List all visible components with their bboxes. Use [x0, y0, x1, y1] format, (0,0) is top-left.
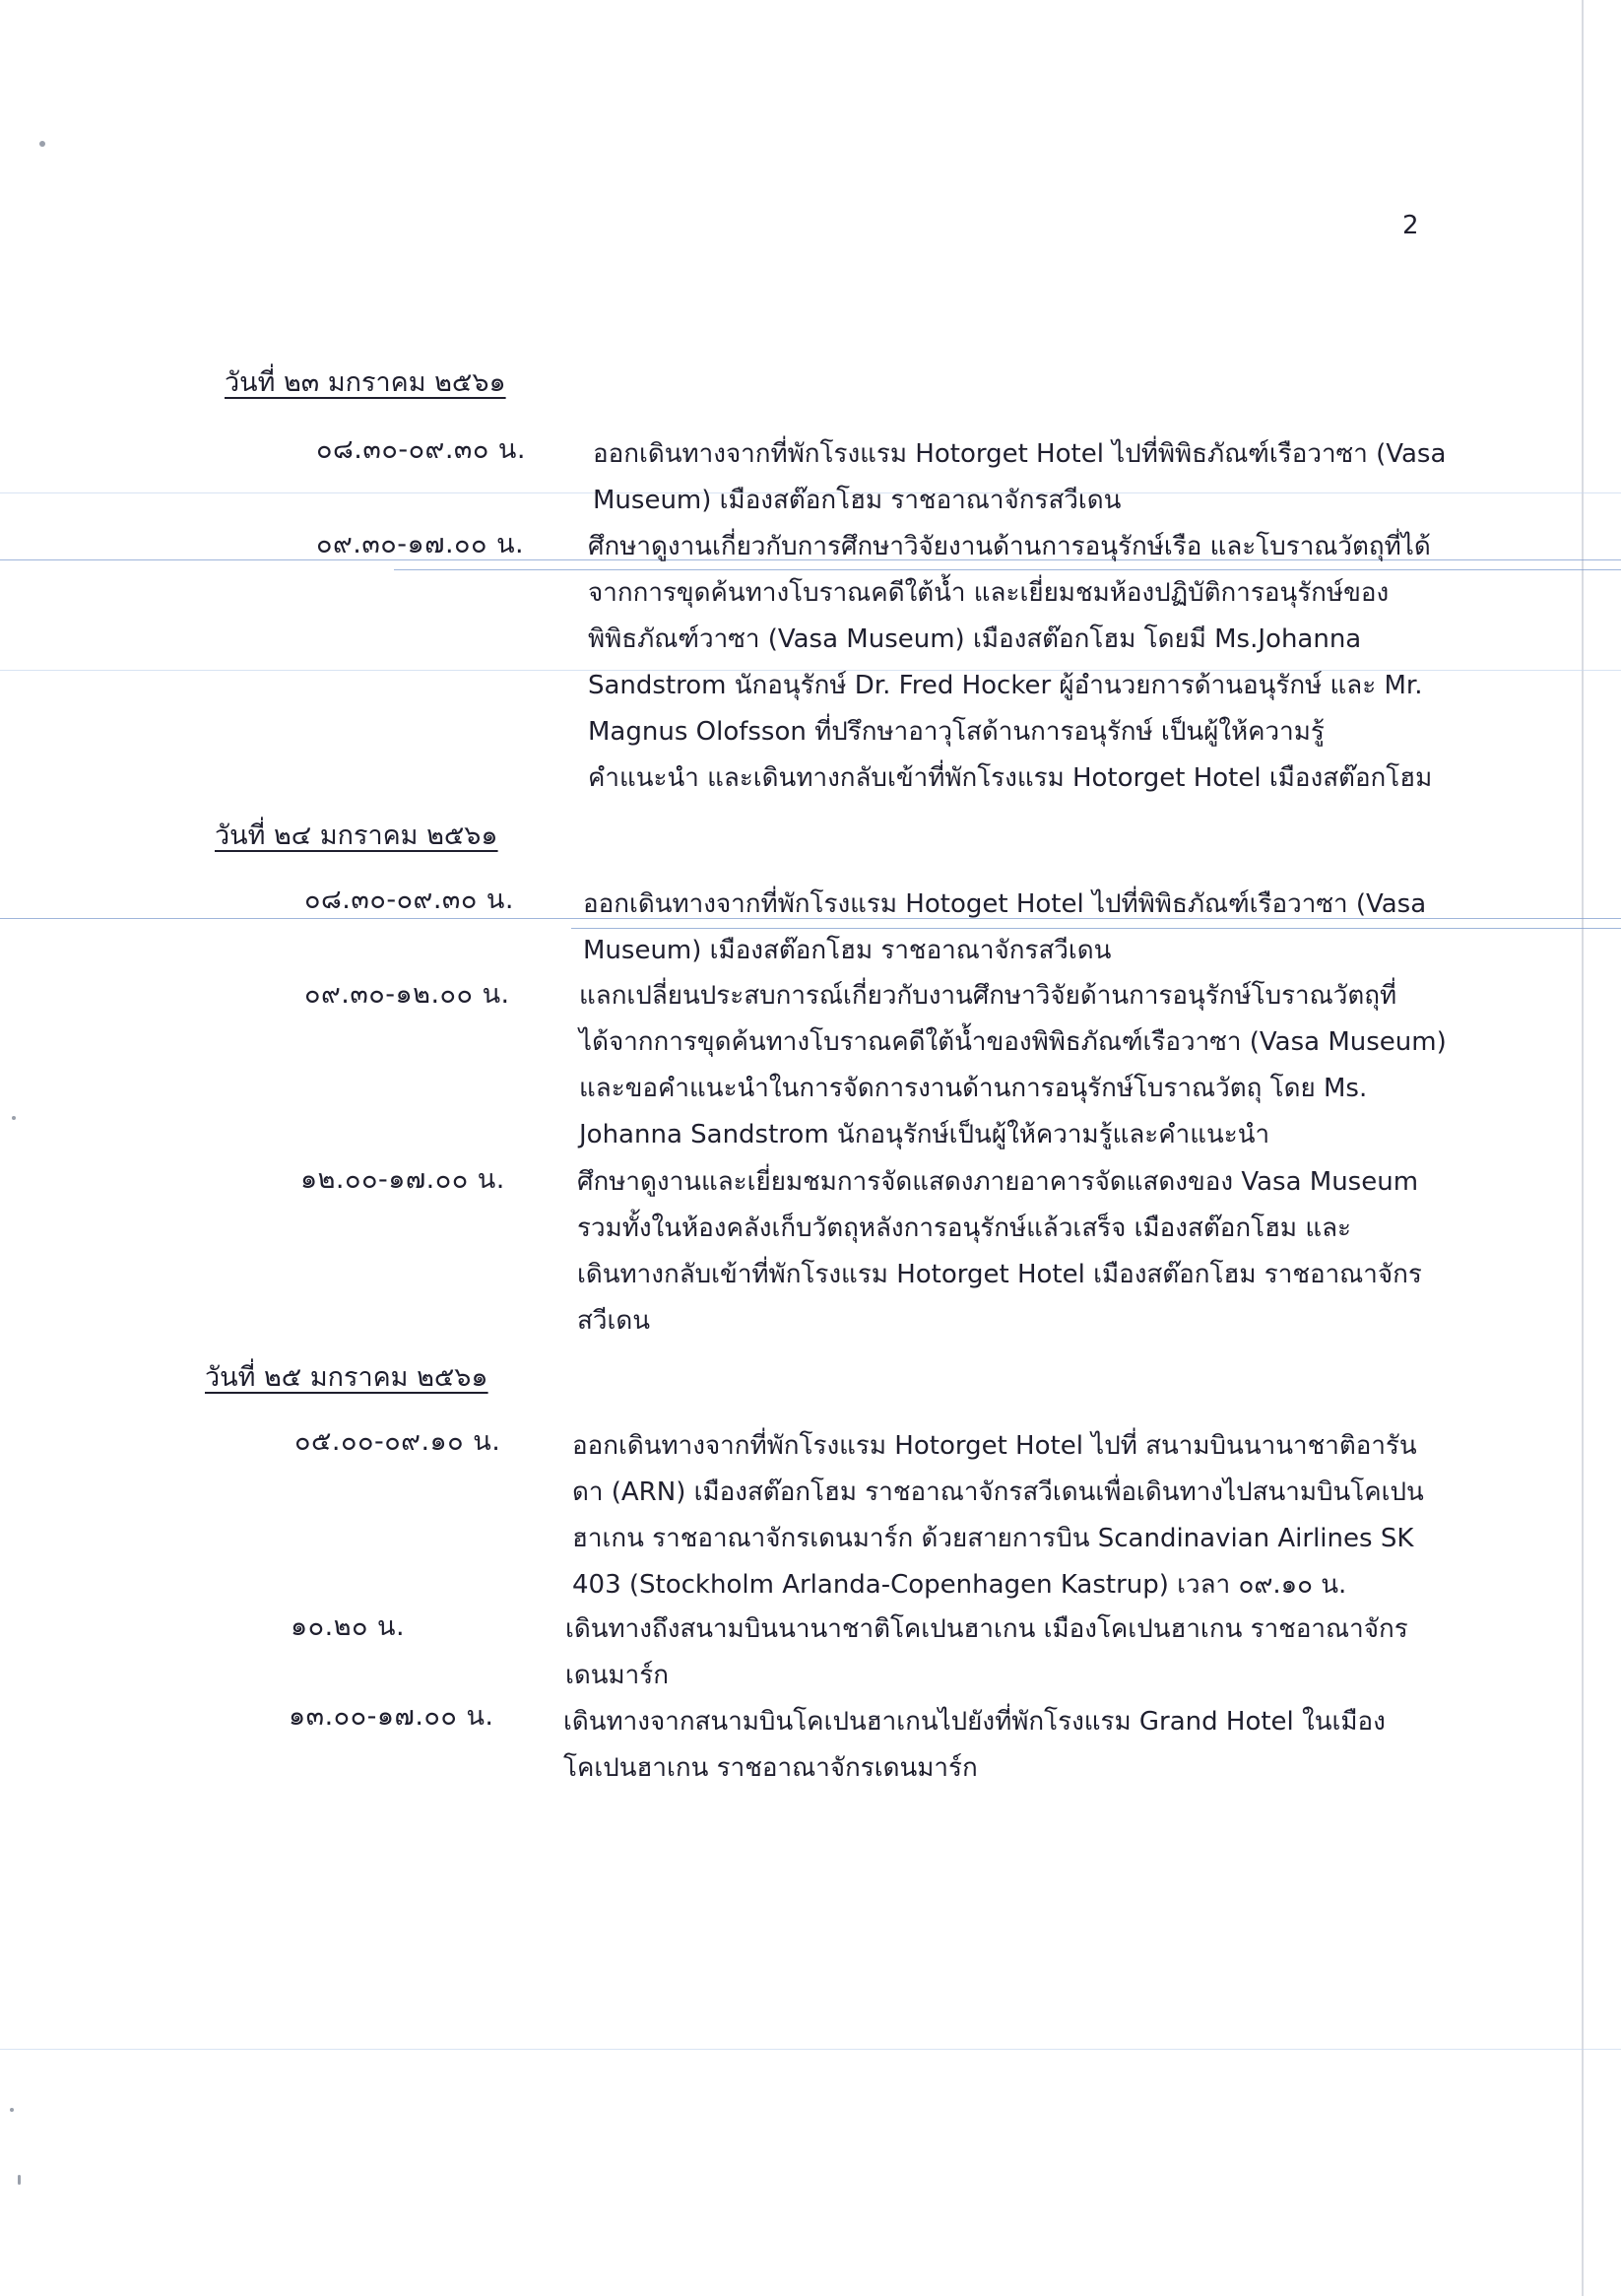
activity-line: ศึกษาดูงานเกี่ยวกับการศึกษาวิจัยงานด้านการอนุรักษ์เรือ และโบราณวัตถุที่ได้: [588, 532, 1431, 561]
activity-line: เดินทางถึงสนามบินนานาชาติโคเปนฮาเกน เมืองโคเปนฮาเกน ราชอาณาจักร: [565, 1614, 1408, 1644]
scan-speck: [18, 2175, 21, 2185]
activity-line: และขอคำแนะนำในการจัดการงานด้านการอนุรักษ์โบราณวัตถุ โดย Ms.: [579, 1074, 1368, 1103]
activity-description: [565, 1607, 1408, 1699]
scan-speck: [10, 2108, 14, 2112]
activity-line: รวมทั้งในห้องคลังเก็บวัตถุหลังการอนุรักษ์แล้วเสร็จ เมืองสต๊อกโฮม และ: [577, 1214, 1351, 1243]
activity-line: ออกเดินทางจากที่พักโรงแรม Hotoget Hotel ไปที่พิพิธภัณฑ์เรือวาซา (Vasa: [583, 889, 1427, 919]
activity-line: ออกเดินทางจากที่พักโรงแรม Hotorget Hotel ไปที่พิพิธภัณฑ์เรือวาซา (Vasa: [593, 439, 1447, 469]
activity-line: สวีเดน: [577, 1306, 651, 1336]
activity-line: Magnus Olofsson ที่ปรึกษาอาวุโสด้านการอนุรักษ์ เป็นผู้ให้ความรู้: [588, 717, 1325, 747]
activity-description: [593, 431, 1447, 524]
activity-line: Museum) เมืองสต๊อกโฮม ราชอาณาจักรสวีเดน: [593, 486, 1122, 515]
activity-line: คำแนะนำ และเดินทางกลับเข้าที่พักโรงแรม Hotorget Hotel เมืองสต๊อกโฮม: [588, 763, 1433, 793]
activity-line: เดินทางจากสนามบินโคเปนฮาเกนไปยังที่พักโรงแรม Grand Hotel ในเมือง: [563, 1707, 1386, 1737]
activity-line: พิพิธภัณฑ์วาซา (Vasa Museum) เมืองสต๊อกโฮม โดยมี Ms.Johanna: [588, 624, 1362, 654]
activity-line: Johanna Sandstrom นักอนุรักษ์เป็นผู้ให้ความรู้และคำแนะนำ: [579, 1120, 1270, 1149]
time-slot: ๑๓.๐๐-๑๗.๐๐ น.: [289, 1701, 494, 1732]
scan-speck: [39, 141, 45, 147]
activity-line: ดา (ARN) เมืองสต๊อกโฮม ราชอาณาจักรสวีเดนเพื่อเดินทางไปสนามบินโคเปน: [572, 1477, 1424, 1507]
time-slot: ๐๘.๓๐-๐๙.๓๐ น.: [304, 885, 514, 915]
time-slot: ๐๙.๓๐-๑๒.๐๐ น.: [304, 979, 510, 1010]
time-slot: ๑๒.๐๐-๑๗.๐๐ น.: [300, 1164, 505, 1195]
activity-line: จากการขุดค้นทางโบราณคดีใต้น้ำ และเยี่ยมชมห้องปฏิบัติการอนุรักษ์ของ: [588, 578, 1390, 608]
time-slot: ๑๐.๒๐ น.: [291, 1611, 406, 1642]
activity-line: ฮาเกน ราชอาณาจักรเดนมาร์ก ด้วยสายการบิน Scandinavian Airlines SK: [572, 1524, 1414, 1553]
activity-line: โคเปนฮาเกน ราชอาณาจักรเดนมาร์ก: [563, 1753, 978, 1783]
activity-description: [588, 524, 1433, 802]
activity-line: Museum) เมืองสต๊อกโฮม ราชอาณาจักรสวีเดน: [583, 936, 1112, 965]
activity-line: ออกเดินทางจากที่พักโรงแรม Hotorget Hotel ไปที่ สนามบินนานาชาติอารัน: [572, 1431, 1417, 1461]
activity-description: [572, 1423, 1424, 1608]
day-heading: วันที่ ๒๕ มกราคม ๒๕๖๑: [205, 1362, 488, 1393]
scan-speck: [12, 1116, 16, 1120]
time-slot: ๐๘.๓๐-๐๙.๓๐ น.: [316, 434, 526, 465]
day-heading: วันที่ ๒๔ มกราคม ๒๕๖๑: [215, 820, 498, 851]
activity-line: เดนมาร์ก: [565, 1661, 669, 1690]
activity-description: [577, 1159, 1422, 1345]
activity-line: 403 (Stockholm Arlanda-Copenhagen Kastrup) เวลา ๐๙.๑๐ น.: [572, 1570, 1347, 1600]
time-slot: ๐๕.๐๐-๐๙.๑๐ น.: [294, 1426, 501, 1457]
page-number: 2: [1402, 211, 1419, 240]
activity-line: Sandstrom นักอนุรักษ์ Dr. Fred Hocker ผู้อำนวยการด้านอนุรักษ์ และ Mr.: [588, 671, 1423, 700]
day-heading: วันที่ ๒๓ มกราคม ๒๕๖๑: [225, 367, 506, 398]
activity-description: [583, 882, 1427, 974]
activity-description: [563, 1699, 1400, 1792]
activity-line: ศึกษาดูงานและเยี่ยมชมการจัดแสดงภายอาคารจัดแสดงของ Vasa Museum: [577, 1167, 1419, 1197]
scan-artifact-line: [0, 2049, 1621, 2050]
activity-line: เดินทางกลับเข้าที่พักโรงแรม Hotorget Hotel เมืองสต๊อกโฮม ราชอาณาจักร: [577, 1260, 1422, 1289]
time-slot: ๐๙.๓๐-๑๗.๐๐ น.: [316, 529, 525, 559]
activity-line: แลกเปลี่ยนประสบการณ์เกี่ยวกับงานศึกษาวิจัยด้านการอนุรักษ์โบราณวัตถุที่: [579, 981, 1397, 1011]
activity-description: [579, 973, 1447, 1158]
activity-line: ได้จากการขุดค้นทางโบราณคดีใต้น้ำของพิพิธภัณฑ์เรือวาซา (Vasa Museum): [579, 1027, 1447, 1057]
scan-page-edge: [1582, 0, 1584, 2296]
